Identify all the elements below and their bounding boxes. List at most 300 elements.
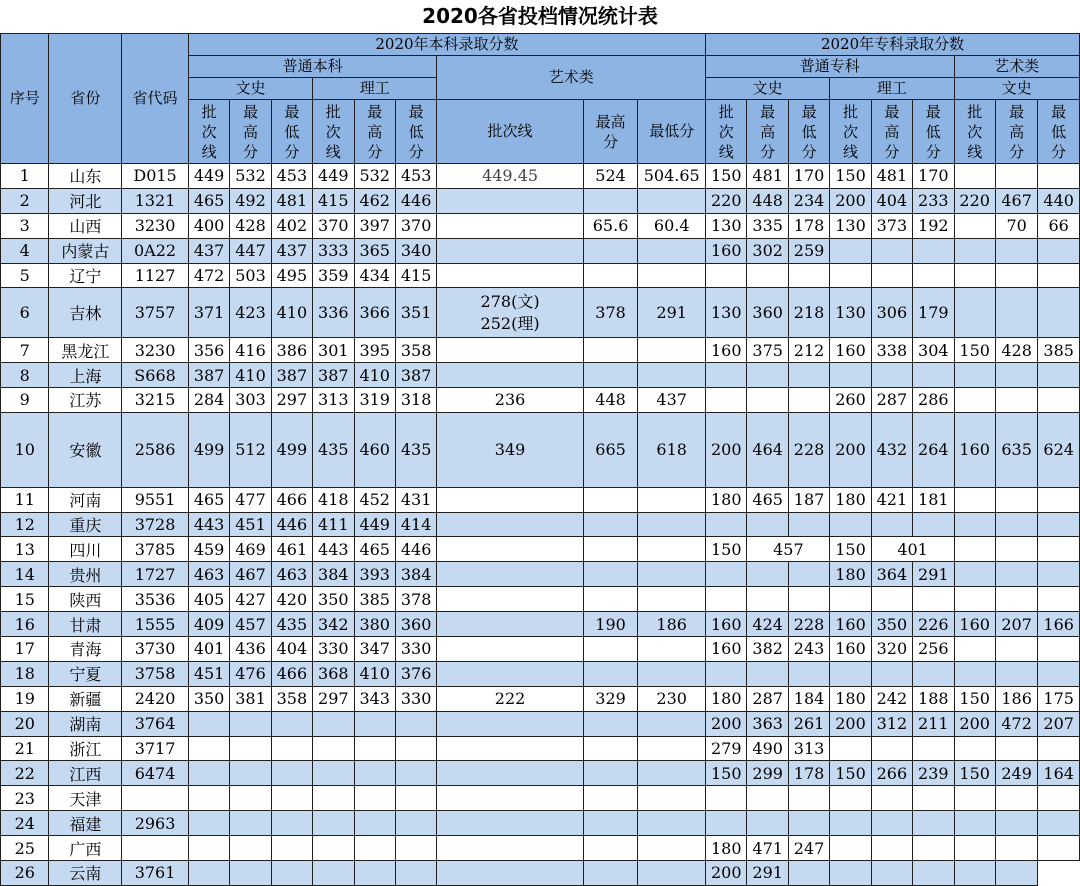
table-cell: 428 — [230, 213, 271, 238]
header-pici: 批 次 线 — [830, 100, 871, 164]
table-cell: 3785 — [122, 537, 189, 562]
table-cell: 437 — [638, 388, 706, 413]
table-cell: 299 — [747, 761, 788, 786]
table-cell: 434 — [354, 263, 395, 288]
table-cell — [954, 537, 995, 562]
table-cell — [706, 811, 747, 836]
header-zuidi: 最 低 分 — [788, 100, 829, 164]
table-cell: 404 — [271, 636, 312, 661]
table-cell: 200 — [830, 188, 871, 213]
table-cell — [954, 562, 995, 587]
table-cell — [954, 836, 995, 861]
table-cell — [638, 711, 706, 736]
row-seq: 10 — [1, 412, 49, 487]
table-cell — [788, 661, 829, 686]
row-province: 辽宁 — [49, 263, 122, 288]
header-art-zuigao: 最高 分 — [583, 100, 638, 164]
table-cell — [871, 836, 912, 861]
table-cell — [830, 661, 871, 686]
table-cell — [1038, 363, 1080, 388]
row-province: 宁夏 — [49, 661, 122, 686]
table-cell — [995, 811, 1037, 836]
header-zuigao: 最 高 分 — [747, 100, 788, 164]
table-cell — [788, 388, 829, 413]
row-province: 甘肃 — [49, 612, 122, 637]
table-cell — [437, 213, 583, 238]
table-cell: 464 — [747, 412, 788, 487]
row-seq: 25 — [1, 836, 49, 861]
table-cell: 160 — [954, 612, 995, 637]
table-cell — [354, 761, 395, 786]
table-cell — [437, 711, 583, 736]
table-cell: 365 — [354, 238, 395, 263]
table-cell — [1038, 736, 1080, 761]
table-row — [1, 164, 1080, 189]
table-cell: 360 — [747, 288, 788, 338]
table-cell: 351 — [395, 288, 436, 338]
table-cell: 260 — [830, 388, 871, 413]
table-cell: 461 — [271, 537, 312, 562]
table-row — [1, 412, 1080, 487]
table-cell: 338 — [871, 338, 912, 363]
table-cell: 358 — [271, 686, 312, 711]
table-cell — [871, 363, 912, 388]
table-cell — [913, 736, 954, 761]
table-cell: 495 — [271, 263, 312, 288]
table-row — [1, 711, 1080, 736]
table-cell — [437, 562, 583, 587]
row-province: 江西 — [49, 761, 122, 786]
table-cell: 415 — [313, 188, 354, 213]
table-cell: 499 — [188, 412, 229, 487]
table-cell: 175 — [1038, 686, 1080, 711]
table-cell: 200 — [830, 711, 871, 736]
table-cell — [995, 562, 1037, 587]
table-cell: 428 — [995, 338, 1037, 363]
table-cell: 279 — [706, 736, 747, 761]
table-cell — [188, 736, 229, 761]
table-cell — [437, 811, 583, 836]
table-cell: 160 — [706, 636, 747, 661]
table-cell — [1038, 811, 1080, 836]
table-cell: 330 — [313, 636, 354, 661]
table-cell — [830, 836, 871, 861]
table-cell — [706, 512, 747, 537]
header-putong-benke: 普通本科 — [188, 56, 436, 78]
table-cell: 466 — [271, 661, 312, 686]
table-row — [1, 388, 1080, 413]
table-row — [1, 188, 1080, 213]
row-seq: 20 — [1, 711, 49, 736]
table-cell: 343 — [354, 686, 395, 711]
table-cell: 207 — [1038, 711, 1080, 736]
table-cell: 401 — [871, 537, 954, 562]
header-zuidi: 最 低 分 — [913, 100, 954, 164]
row-seq: 18 — [1, 661, 49, 686]
table-cell: 358 — [395, 338, 436, 363]
table-row — [1, 238, 1080, 263]
table-cell: 291 — [913, 562, 954, 587]
table-cell — [954, 786, 995, 811]
table-cell — [638, 786, 706, 811]
row-code: 3758 — [122, 661, 189, 686]
table-cell: 190 — [583, 612, 638, 637]
table-cell: 13 — [1, 537, 49, 562]
table-cell — [995, 636, 1037, 661]
table-cell: 409 — [188, 612, 229, 637]
table-cell: 418 — [313, 487, 354, 512]
table-cell: 335 — [747, 213, 788, 238]
table-cell: 395 — [354, 338, 395, 363]
row-seq: 23 — [1, 786, 49, 811]
table-cell — [871, 736, 912, 761]
table-cell: 164 — [1038, 761, 1080, 786]
table-cell — [638, 487, 706, 512]
table-cell: 469 — [230, 537, 271, 562]
table-cell — [638, 363, 706, 388]
table-cell — [395, 711, 436, 736]
row-seq: 14 — [1, 562, 49, 587]
table-cell: 477 — [230, 487, 271, 512]
table-cell: 465 — [188, 188, 229, 213]
row-province: 天津 — [49, 786, 122, 811]
table-cell: 186 — [995, 686, 1037, 711]
table-cell: 393 — [354, 562, 395, 587]
table-cell: 472 — [995, 711, 1037, 736]
table-cell: 264 — [913, 412, 954, 487]
table-cell: 446 — [271, 512, 312, 537]
table-cell — [437, 487, 583, 512]
table-cell: 130 — [706, 288, 747, 338]
row-province: 山西 — [49, 213, 122, 238]
table-row — [1, 213, 1080, 238]
table-cell: 466 — [271, 487, 312, 512]
table-cell — [1038, 288, 1080, 338]
table-cell: 261 — [788, 711, 829, 736]
table-cell: 410 — [230, 363, 271, 388]
row-province: 贵州 — [49, 562, 122, 587]
table-cell — [913, 263, 954, 288]
table-cell — [313, 761, 354, 786]
table-cell: 180 — [706, 836, 747, 861]
table-cell — [954, 213, 995, 238]
row-code: 3757 — [122, 288, 189, 338]
table-cell: 184 — [788, 686, 829, 711]
table-row — [1, 636, 1080, 661]
table-cell — [995, 288, 1037, 338]
row-code: 3761 — [122, 860, 189, 885]
table-cell — [913, 811, 954, 836]
table-cell — [747, 263, 788, 288]
header-putong-zhuanke: 普通专科 — [706, 56, 954, 78]
table-cell: 220 — [954, 188, 995, 213]
table-row — [1, 736, 1080, 761]
table-cell: 186 — [638, 612, 706, 637]
table-cell: 457 — [230, 612, 271, 637]
table-cell: 378 — [583, 288, 638, 338]
table-cell: 347 — [354, 636, 395, 661]
table-cell: 448 — [747, 188, 788, 213]
table-cell: 512 — [230, 412, 271, 487]
table-row — [1, 338, 1080, 363]
table-cell — [871, 512, 912, 537]
table-cell: 453 — [271, 164, 312, 189]
table-cell — [788, 786, 829, 811]
row-seq: 22 — [1, 761, 49, 786]
header-zhuanke-ligong: 理工 — [830, 78, 954, 100]
table-cell: 266 — [871, 761, 912, 786]
table-cell: 340 — [395, 238, 436, 263]
table-cell — [913, 786, 954, 811]
row-seq: 11 — [1, 487, 49, 512]
table-cell — [638, 736, 706, 761]
header-zhuanke-wenshi: 文史 — [706, 78, 830, 100]
table-cell: 402 — [271, 213, 312, 238]
table-cell: 160 — [706, 612, 747, 637]
row-code: 3230 — [122, 338, 189, 363]
table-cell: 218 — [788, 288, 829, 338]
table-cell — [706, 388, 747, 413]
table-cell — [954, 636, 995, 661]
table-cell: 301 — [313, 338, 354, 363]
table-cell: 424 — [747, 612, 788, 637]
table-cell — [747, 661, 788, 686]
table-cell — [706, 263, 747, 288]
table-cell: 465 — [747, 487, 788, 512]
table-cell: 459 — [188, 537, 229, 562]
table-row — [1, 761, 1080, 786]
table-cell — [437, 188, 583, 213]
table-cell — [638, 562, 706, 587]
table-cell: 160 — [830, 338, 871, 363]
table-cell: 178 — [788, 213, 829, 238]
table-cell — [638, 587, 706, 612]
row-seq: 26 — [1, 860, 49, 885]
table-cell: 415 — [395, 263, 436, 288]
table-cell — [638, 537, 706, 562]
table-cell — [395, 786, 436, 811]
table-cell — [871, 238, 912, 263]
table-cell — [230, 836, 271, 861]
table-cell: 436 — [230, 636, 271, 661]
table-cell: 463 — [271, 562, 312, 587]
table-cell — [188, 761, 229, 786]
table-cell: 336 — [313, 288, 354, 338]
row-province: 青海 — [49, 636, 122, 661]
table-cell — [583, 661, 638, 686]
table-cell: 256 — [913, 636, 954, 661]
header-code: 省代码 — [122, 34, 189, 164]
table-cell: 160 — [830, 612, 871, 637]
table-cell: 404 — [871, 188, 912, 213]
table-cell: 180 — [830, 562, 871, 587]
row-seq: 2 — [1, 188, 49, 213]
table-cell — [583, 238, 638, 263]
table-cell — [230, 811, 271, 836]
row-province: 重庆 — [49, 512, 122, 537]
table-cell: 150 — [954, 686, 995, 711]
header-art-zuidi: 最低分 — [638, 100, 706, 164]
table-cell — [583, 786, 638, 811]
table-cell: 188 — [913, 686, 954, 711]
table-cell — [583, 487, 638, 512]
header-zuidi: 最 低 分 — [395, 100, 436, 164]
row-province: 吉林 — [49, 288, 122, 338]
table-cell: 481 — [271, 188, 312, 213]
table-cell: 401 — [188, 636, 229, 661]
table-cell — [830, 587, 871, 612]
table-cell — [437, 537, 583, 562]
table-cell: 230 — [638, 686, 706, 711]
row-seq: 7 — [1, 338, 49, 363]
row-province: 湖南 — [49, 711, 122, 736]
table-cell: 410 — [354, 661, 395, 686]
table-cell: 665 — [583, 412, 638, 487]
table-cell: 397 — [354, 213, 395, 238]
table-cell — [313, 786, 354, 811]
table-cell — [437, 263, 583, 288]
table-cell: 384 — [395, 562, 436, 587]
row-code: 2586 — [122, 412, 189, 487]
table-cell: 376 — [395, 661, 436, 686]
table-cell: 207 — [995, 612, 1037, 637]
table-cell: 222 — [437, 686, 583, 711]
table-cell: 66 — [1038, 213, 1080, 238]
header-zuidi: 最 低 分 — [271, 100, 312, 164]
table-cell — [230, 860, 271, 885]
row-code: 3728 — [122, 512, 189, 537]
table-cell — [638, 860, 706, 885]
table-cell: 200 — [706, 860, 747, 885]
header-zuigao: 最 高 分 — [354, 100, 395, 164]
table-cell — [954, 363, 995, 388]
table-cell: 446 — [395, 537, 436, 562]
table-cell — [313, 860, 354, 885]
table-cell: 166 — [1038, 612, 1080, 637]
table-cell: 440 — [1038, 188, 1080, 213]
table-cell: 381 — [230, 686, 271, 711]
table-cell — [1038, 661, 1080, 686]
table-cell: 313 — [313, 388, 354, 413]
row-province: 内蒙古 — [49, 238, 122, 263]
table-cell — [706, 786, 747, 811]
table-cell: 160 — [706, 338, 747, 363]
table-cell — [706, 562, 747, 587]
row-code: 6474 — [122, 761, 189, 786]
table-cell — [1038, 836, 1080, 861]
table-cell — [437, 860, 583, 885]
table-cell — [788, 512, 829, 537]
table-cell — [230, 711, 271, 736]
table-cell: 449 — [313, 164, 354, 189]
header-province: 省份 — [49, 34, 122, 164]
row-province: 上海 — [49, 363, 122, 388]
header-zuigao: 最 高 分 — [230, 100, 271, 164]
table-cell: 427 — [230, 587, 271, 612]
table-cell: 385 — [1038, 338, 1080, 363]
table-cell: 618 — [638, 412, 706, 487]
table-cell: 286 — [913, 388, 954, 413]
table-cell — [271, 836, 312, 861]
table-cell: 四川 — [49, 537, 122, 562]
table-cell: 302 — [747, 238, 788, 263]
row-seq: 17 — [1, 636, 49, 661]
table-cell: 306 — [871, 288, 912, 338]
table-cell — [747, 587, 788, 612]
table-cell: 360 — [395, 612, 436, 637]
table-row — [1, 786, 1080, 811]
table-cell — [354, 786, 395, 811]
table-cell — [871, 786, 912, 811]
header-zhuanke-group: 2020年专科录取分数 — [706, 34, 1080, 56]
table-cell — [271, 786, 312, 811]
row-seq: 8 — [1, 363, 49, 388]
table-cell — [954, 238, 995, 263]
table-cell — [995, 786, 1037, 811]
table-cell: 356 — [188, 338, 229, 363]
table-cell — [1038, 786, 1080, 811]
table-cell: 363 — [747, 711, 788, 736]
table-cell: 368 — [313, 661, 354, 686]
table-cell: 350 — [871, 612, 912, 637]
table-cell — [995, 238, 1037, 263]
table-cell — [437, 761, 583, 786]
table-cell: 375 — [747, 338, 788, 363]
table-cell: 370 — [395, 213, 436, 238]
table-cell — [638, 188, 706, 213]
table-cell — [788, 363, 829, 388]
table-cell: 70 — [995, 213, 1037, 238]
table-cell — [871, 587, 912, 612]
row-code: D015 — [122, 164, 189, 189]
table-cell — [313, 836, 354, 861]
table-cell — [354, 836, 395, 861]
table-cell: 453 — [395, 164, 436, 189]
table-cell — [747, 786, 788, 811]
table-cell: 463 — [188, 562, 229, 587]
table-cell: 437 — [188, 238, 229, 263]
table-cell — [747, 388, 788, 413]
row-province: 广西 — [49, 836, 122, 861]
table-cell — [354, 860, 395, 885]
row-province: 河南 — [49, 487, 122, 512]
table-cell: 304 — [913, 338, 954, 363]
row-code: 3215 — [122, 388, 189, 413]
table-cell: 150 — [954, 761, 995, 786]
table-cell: 387 — [188, 363, 229, 388]
table-cell — [395, 836, 436, 861]
table-cell: 247 — [788, 836, 829, 861]
table-cell: 481 — [871, 164, 912, 189]
table-cell: 150 — [706, 164, 747, 189]
table-cell: 532 — [230, 164, 271, 189]
table-cell: 233 — [913, 188, 954, 213]
admission-score-table — [0, 33, 1080, 886]
table-cell — [954, 288, 995, 338]
table-cell — [830, 363, 871, 388]
table-cell — [354, 736, 395, 761]
table-cell: 414 — [395, 512, 436, 537]
header-benke-ligong: 理工 — [313, 78, 437, 100]
table-cell: 259 — [788, 238, 829, 263]
row-seq: 4 — [1, 238, 49, 263]
table-cell: 65.6 — [583, 213, 638, 238]
table-cell: 490 — [747, 736, 788, 761]
row-province: 山东 — [49, 164, 122, 189]
table-cell: 200 — [954, 711, 995, 736]
table-cell: 462 — [354, 188, 395, 213]
table-cell — [954, 487, 995, 512]
